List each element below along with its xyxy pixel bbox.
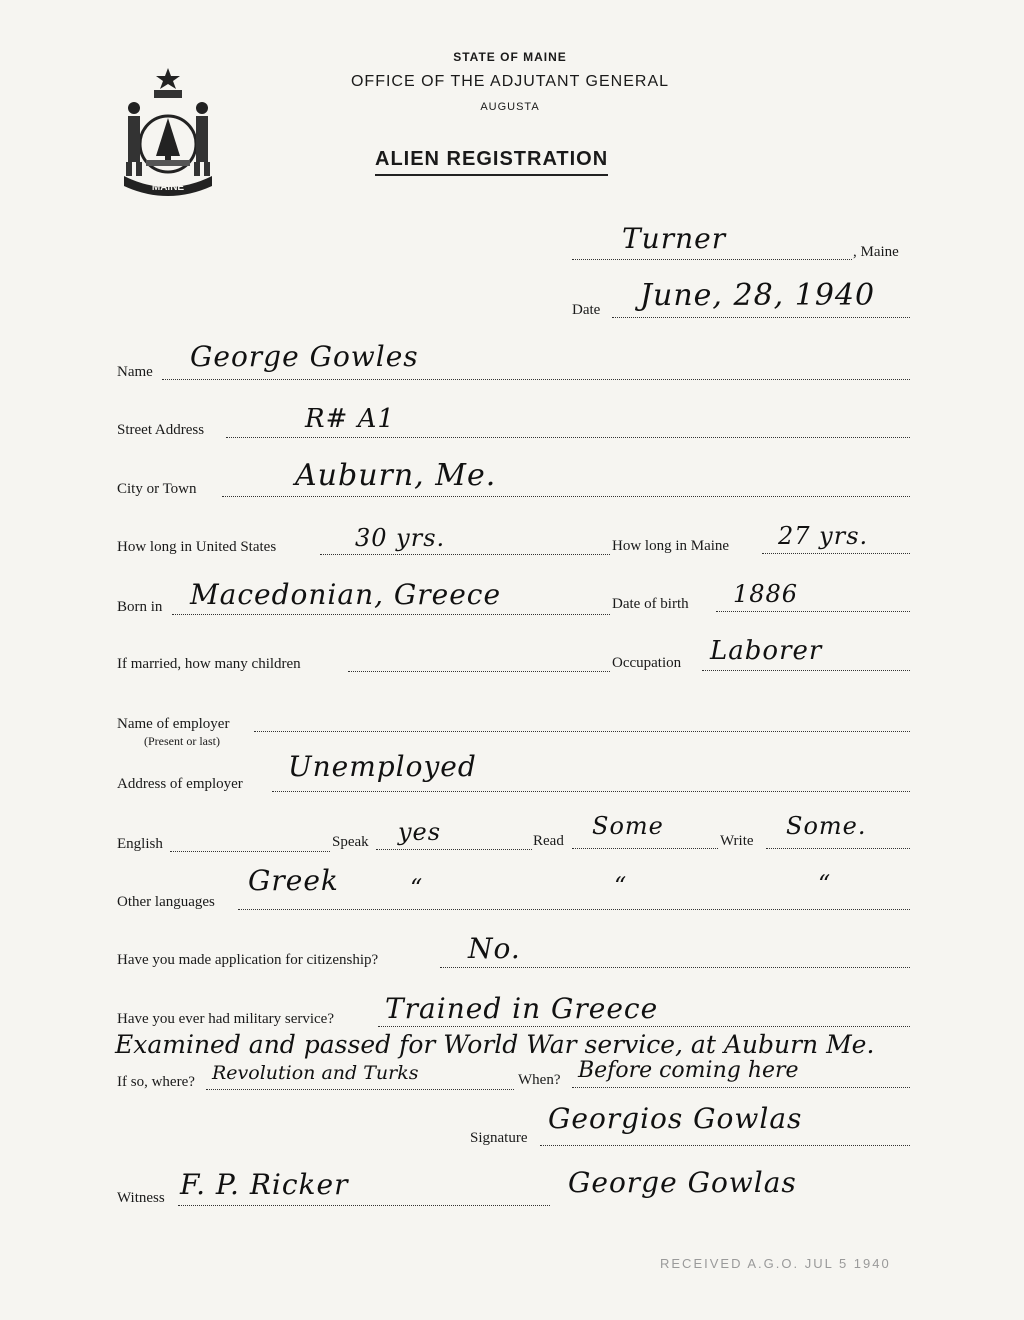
date-value: June, 28, 1940 (640, 278, 876, 313)
dob-label: Date of birth (612, 596, 689, 612)
us-years-label: How long in United States (117, 539, 277, 555)
write-value: Some. (786, 812, 867, 840)
occupation-label: Occupation (612, 655, 682, 671)
maine-label: , Maine (853, 244, 899, 260)
employer-address-label: Address of employer (117, 776, 243, 792)
born-label: Born in (117, 599, 163, 615)
header-state: STATE OF MAINE (453, 50, 567, 64)
received-stamp: RECEIVED A.G.O. JUL 5 1940 (660, 1256, 891, 1271)
speak-label: Speak (332, 834, 369, 850)
other-languages-label: Other languages (117, 894, 215, 910)
other-languages-value: Greek (248, 864, 339, 897)
name-value: George Gowles (190, 340, 419, 373)
town-value: Turner (622, 222, 727, 255)
street-value: R# A1 (305, 404, 395, 434)
city-value: Auburn, Me. (295, 458, 497, 493)
header-office: OFFICE OF THE ADJUTANT GENERAL (350, 73, 670, 90)
write-label: Write (720, 833, 754, 849)
witness-label: Witness (117, 1190, 165, 1206)
ditto-mark-2: “ (614, 872, 628, 900)
speak-value: yes (398, 818, 442, 846)
signature-value: Georgios Gowlas (548, 1102, 803, 1135)
city-label: City or Town (117, 481, 197, 497)
us-years-value: 30 yrs. (355, 524, 446, 552)
ditto-mark-1: “ (410, 874, 424, 902)
maine-years-label: How long in Maine (612, 538, 730, 554)
read-label: Read (533, 833, 564, 849)
born-value: Macedonian, Greece (190, 578, 502, 611)
occupation-value: Laborer (710, 636, 823, 666)
employer-label: Name of employer (117, 716, 230, 732)
header-city: AUGUSTA (480, 101, 540, 113)
maine-years-value: 27 yrs. (778, 522, 869, 550)
form-title: ALIEN REGISTRATION (375, 148, 608, 176)
citizenship-label: Have you made application for citizenship? (117, 952, 379, 968)
when-label: When? (518, 1072, 561, 1088)
maine-seal-icon (116, 66, 220, 196)
signature-label: Signature (470, 1130, 528, 1146)
name-label: Name (117, 364, 153, 380)
witness-value: F. P. Ricker (180, 1168, 349, 1201)
second-signature: George Gowlas (568, 1166, 797, 1199)
when-value: Before coming here (578, 1058, 799, 1083)
english-label: English (117, 836, 163, 852)
citizenship-value: No. (468, 932, 521, 965)
military-note: Examined and passed for World War service, at Auburn Me. (115, 1030, 875, 1059)
ditto-mark-3: “ (818, 870, 832, 898)
dob-value: 1886 (733, 580, 799, 608)
military-value: Trained in Greece (385, 992, 659, 1025)
svg-text:MAINE: MAINE (151, 182, 185, 193)
date-label: Date (572, 302, 601, 318)
military-label: Have you ever had military service? (117, 1011, 334, 1027)
where-label: If so, where? (117, 1074, 195, 1090)
employer-sublabel: (Present or last) (144, 734, 220, 748)
where-value: Revolution and Turks (212, 1062, 419, 1084)
read-value: Some (592, 812, 664, 840)
street-label: Street Address (117, 422, 205, 438)
children-label: If married, how many children (117, 656, 301, 672)
employer-address-value: Unemployed (288, 750, 477, 783)
